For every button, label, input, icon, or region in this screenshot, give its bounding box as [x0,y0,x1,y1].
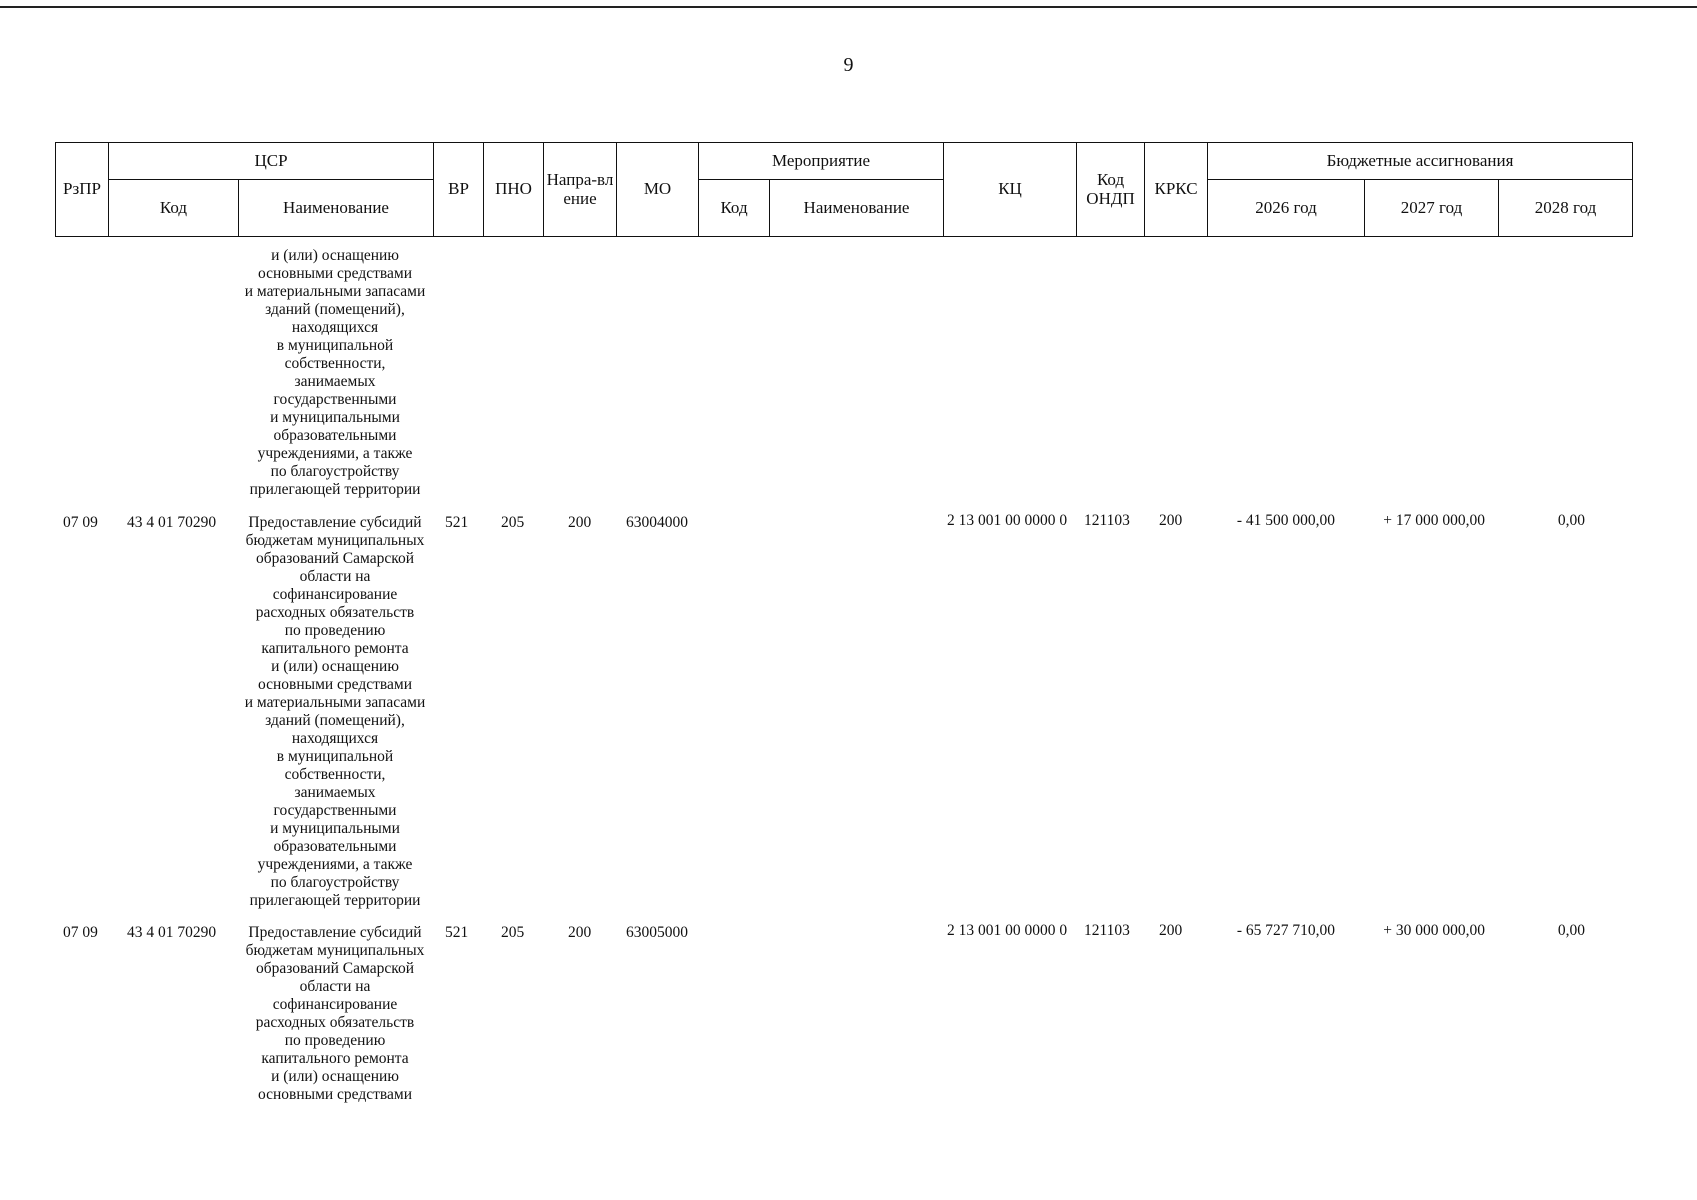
row-vr: 521 [445,924,469,941]
name-line: основными средствами [257,676,412,693]
row-mo: 63005000 [626,924,688,941]
header-rzpr: РзПР [56,143,109,237]
name-line: находящихся [291,730,379,747]
name-line: занимаемых [294,784,376,801]
table-header [55,142,1633,237]
name-line: государственными [273,391,397,408]
continuation-name [237,247,433,499]
header-csr-name: Наименование [239,180,434,237]
row-ondp: 121103 [1084,922,1130,939]
name-line: Предоставление субсидий [248,514,422,531]
name-line: основными средствами [257,1086,412,1103]
name-line: по благоустройству [270,874,400,891]
top-rule [0,6,1697,8]
name-line: учреждениями, а также [257,445,413,462]
row-2028: 0,00 [1557,922,1585,939]
name-line: прилегающей территории [249,892,421,909]
name-line: и муниципальными [270,820,400,837]
name-line: по благоустройству [270,463,400,480]
header-year-2026: 2026 год [1208,180,1365,237]
name-line: по проведению [284,1032,386,1049]
table-body [55,247,1632,1197]
name-line: в муниципальной [276,337,394,354]
header-mo: МО [617,143,699,237]
name-line: Предоставление субсидий [248,924,422,941]
name-line: и (или) оснащению [271,1068,399,1085]
header-direction [544,143,617,237]
row-rzpr: 07 09 [63,924,98,941]
row-2027: + 17 000 000,00 [1383,512,1485,529]
name-line: зданий (помещений), [265,712,405,729]
name-line: образовательными [273,427,397,444]
name-line: в муниципальной [276,748,394,765]
row-2028: 0,00 [1557,512,1585,529]
name-line: и материальными запасами [244,694,426,711]
row-csr-code: 43 4 01 70290 [127,924,217,941]
header-csr: ЦСР [109,143,434,180]
header-kc: КЦ [944,143,1077,237]
name-line: бюджетам муниципальных [245,532,425,549]
row-direction: 200 [568,514,592,531]
header-year-2027: 2027 год [1365,180,1499,237]
row-ondp: 121103 [1084,512,1130,529]
name-line: расходных обязательств [255,1014,415,1031]
header-direction-text: Напра-вление [546,169,614,208]
header-pno: ПНО [484,143,544,237]
name-line: софинансирование [272,586,398,603]
row-kc: 2 13 001 00 0000 0 [947,922,1068,939]
name-line: и материальными запасами [244,283,426,300]
row-mo: 63004000 [626,514,688,531]
row-pno: 205 [501,924,525,941]
row-rzpr: 07 09 [63,514,98,531]
name-line: и (или) оснащению [271,247,399,264]
name-line: собственности, [284,766,386,783]
name-line: и муниципальными [270,409,400,426]
name-line: находящихся [291,319,379,336]
name-line: области на [299,978,371,995]
row-csr-name [237,924,433,1104]
page-number: 9 [843,54,854,76]
row-direction: 200 [568,924,592,941]
row-2026: - 65 727 710,00 [1236,922,1335,939]
row-csr-code: 43 4 01 70290 [127,514,217,531]
name-line: области на [299,568,371,585]
name-line: зданий (помещений), [265,301,405,318]
row-vr: 521 [445,514,469,531]
row-2026: - 41 500 000,00 [1236,512,1335,529]
name-line: бюджетам муниципальных [245,942,425,959]
name-line: софинансирование [272,996,398,1013]
name-line: занимаемых [294,373,376,390]
name-line: собственности, [284,355,386,372]
name-line: и (или) оснащению [271,658,399,675]
row-krks: 200 [1159,512,1183,529]
name-line: прилегающей территории [249,481,421,498]
row-krks: 200 [1159,922,1183,939]
name-line: образований Самарской [255,960,415,977]
name-line: капитального ремонта [261,640,409,657]
name-line: государственными [273,802,397,819]
name-line: по проведению [284,622,386,639]
header-event-code: Код [699,180,770,237]
row-2027: + 30 000 000,00 [1383,922,1485,939]
name-line: основными средствами [257,265,412,282]
name-line: образований Самарской [255,550,415,567]
header-ondp: Код ОНДП [1077,143,1145,237]
name-line: расходных обязательств [255,604,415,621]
header-krks: КРКС [1145,143,1208,237]
row-kc: 2 13 001 00 0000 0 [947,512,1068,529]
name-line: капитального ремонта [261,1050,409,1067]
header-vr: ВР [434,143,484,237]
row-csr-name [237,514,433,910]
header-event: Мероприятие [699,143,944,180]
name-line: учреждениями, а также [257,856,413,873]
header-csr-code: Код [109,180,239,237]
name-line: образовательными [273,838,397,855]
row-pno: 205 [501,514,525,531]
header-budget: Бюджетные ассигнования [1208,143,1633,180]
header-event-name: Наименование [770,180,944,237]
header-year-2028: 2028 год [1499,180,1633,237]
